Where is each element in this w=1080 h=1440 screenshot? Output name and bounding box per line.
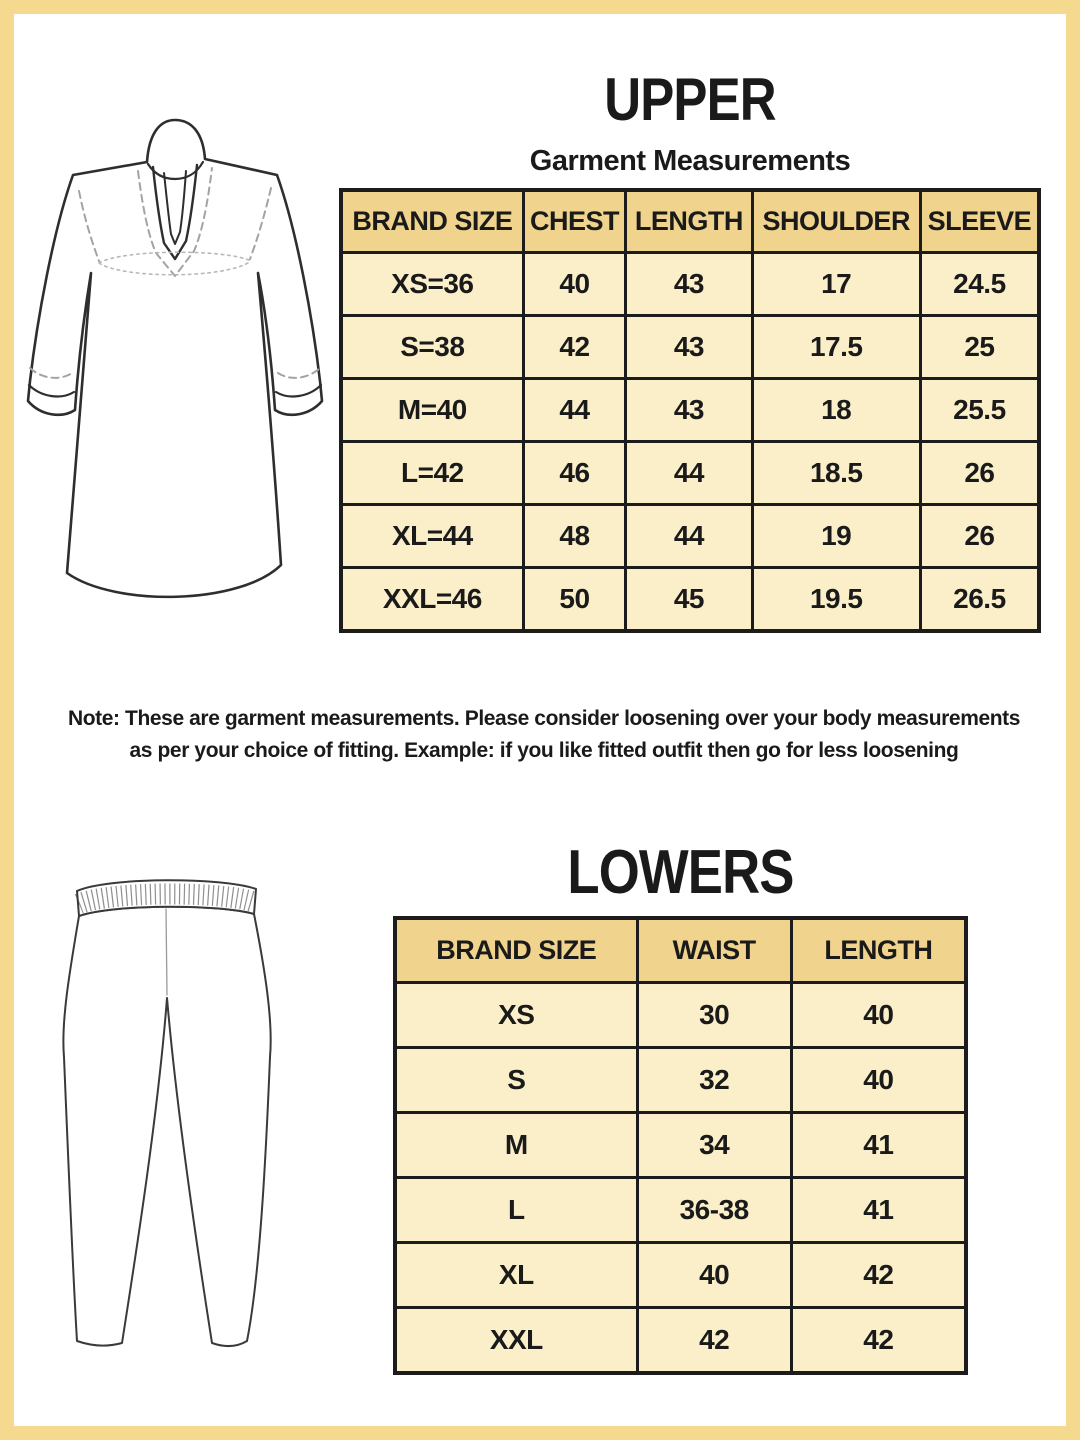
table-row bbox=[341, 567, 1039, 631]
table-cell: 42 bbox=[791, 1307, 966, 1373]
column-header: SHOULDER bbox=[752, 190, 920, 252]
kurta-silhouette bbox=[28, 120, 322, 597]
measurement-note bbox=[44, 703, 1044, 767]
table-cell: 19 bbox=[752, 504, 920, 567]
table-cell: 17 bbox=[752, 252, 920, 315]
lowers-measurements-table bbox=[393, 916, 968, 1375]
table-cell: 32 bbox=[637, 1047, 791, 1112]
table-cell: 44 bbox=[626, 504, 752, 567]
table-cell: 43 bbox=[626, 315, 752, 378]
table-cell: 26 bbox=[920, 441, 1039, 504]
table-row bbox=[341, 315, 1039, 378]
table-cell: 42 bbox=[637, 1307, 791, 1373]
table-row bbox=[341, 441, 1039, 504]
table-cell: 34 bbox=[637, 1112, 791, 1177]
table-cell: 18 bbox=[752, 378, 920, 441]
column-header: LENGTH bbox=[791, 918, 966, 982]
table-header-row bbox=[395, 918, 966, 982]
table-cell: 48 bbox=[523, 504, 626, 567]
table-row bbox=[395, 1047, 966, 1112]
upper-measurements-table bbox=[339, 188, 1041, 633]
column-header: LENGTH bbox=[626, 190, 752, 252]
table-cell: 25 bbox=[920, 315, 1039, 378]
upper-section-title: UPPER bbox=[604, 66, 776, 133]
table-row bbox=[395, 1307, 966, 1373]
table-cell: 50 bbox=[523, 567, 626, 631]
lowers-section-title: LOWERS bbox=[567, 838, 794, 907]
table-cell: 40 bbox=[523, 252, 626, 315]
kurta-illustration bbox=[25, 113, 330, 610]
table-row bbox=[341, 252, 1039, 315]
table-cell: 41 bbox=[791, 1177, 966, 1242]
table-cell: L=42 bbox=[341, 441, 523, 504]
table-cell: 43 bbox=[626, 378, 752, 441]
table-cell: 36-38 bbox=[637, 1177, 791, 1242]
table-cell: 26 bbox=[920, 504, 1039, 567]
table-row bbox=[395, 1177, 966, 1242]
table-row bbox=[395, 1242, 966, 1307]
table-cell: 41 bbox=[791, 1112, 966, 1177]
column-header: WAIST bbox=[637, 918, 791, 982]
column-header: BRAND SIZE bbox=[395, 918, 637, 982]
table-cell: XS bbox=[395, 982, 637, 1047]
table-cell: 40 bbox=[637, 1242, 791, 1307]
table-cell: 24.5 bbox=[920, 252, 1039, 315]
leggings-illustration bbox=[60, 865, 275, 1355]
table-cell: 43 bbox=[626, 252, 752, 315]
table-cell: 40 bbox=[791, 982, 966, 1047]
table-cell: L bbox=[395, 1177, 637, 1242]
column-header: CHEST bbox=[523, 190, 626, 252]
table-cell: 40 bbox=[791, 1047, 966, 1112]
table-cell: 42 bbox=[523, 315, 626, 378]
table-cell: 19.5 bbox=[752, 567, 920, 631]
note-line-1: Note: These are garment measurements. Please consider loosening over your body measurements bbox=[67, 707, 1021, 730]
table-cell: 45 bbox=[626, 567, 752, 631]
table-cell: 30 bbox=[637, 982, 791, 1047]
upper-section-subtitle: Garment Measurements bbox=[529, 145, 851, 177]
table-cell: 44 bbox=[523, 378, 626, 441]
table-row bbox=[395, 982, 966, 1047]
table-row bbox=[341, 378, 1039, 441]
table-row bbox=[395, 1112, 966, 1177]
table-cell: XL bbox=[395, 1242, 637, 1307]
table-cell: S bbox=[395, 1047, 637, 1112]
column-header: SLEEVE bbox=[920, 190, 1039, 252]
table-cell: XL=44 bbox=[341, 504, 523, 567]
table-cell: 46 bbox=[523, 441, 626, 504]
table-cell: XS=36 bbox=[341, 252, 523, 315]
table-cell: M=40 bbox=[341, 378, 523, 441]
table-cell: 25.5 bbox=[920, 378, 1039, 441]
table-header-row bbox=[341, 190, 1039, 252]
table-cell: 17.5 bbox=[752, 315, 920, 378]
table-cell: 44 bbox=[626, 441, 752, 504]
table-cell: S=38 bbox=[341, 315, 523, 378]
column-header: BRAND SIZE bbox=[341, 190, 523, 252]
table-cell: M bbox=[395, 1112, 637, 1177]
table-cell: 26.5 bbox=[920, 567, 1039, 631]
table-cell: 18.5 bbox=[752, 441, 920, 504]
note-line-2: as per your choice of fitting. Example: if you like fitted outfit then go for less loosening bbox=[129, 739, 959, 762]
table-cell: XXL=46 bbox=[341, 567, 523, 631]
table-cell: 42 bbox=[791, 1242, 966, 1307]
table-row bbox=[341, 504, 1039, 567]
table-cell: XXL bbox=[395, 1307, 637, 1373]
